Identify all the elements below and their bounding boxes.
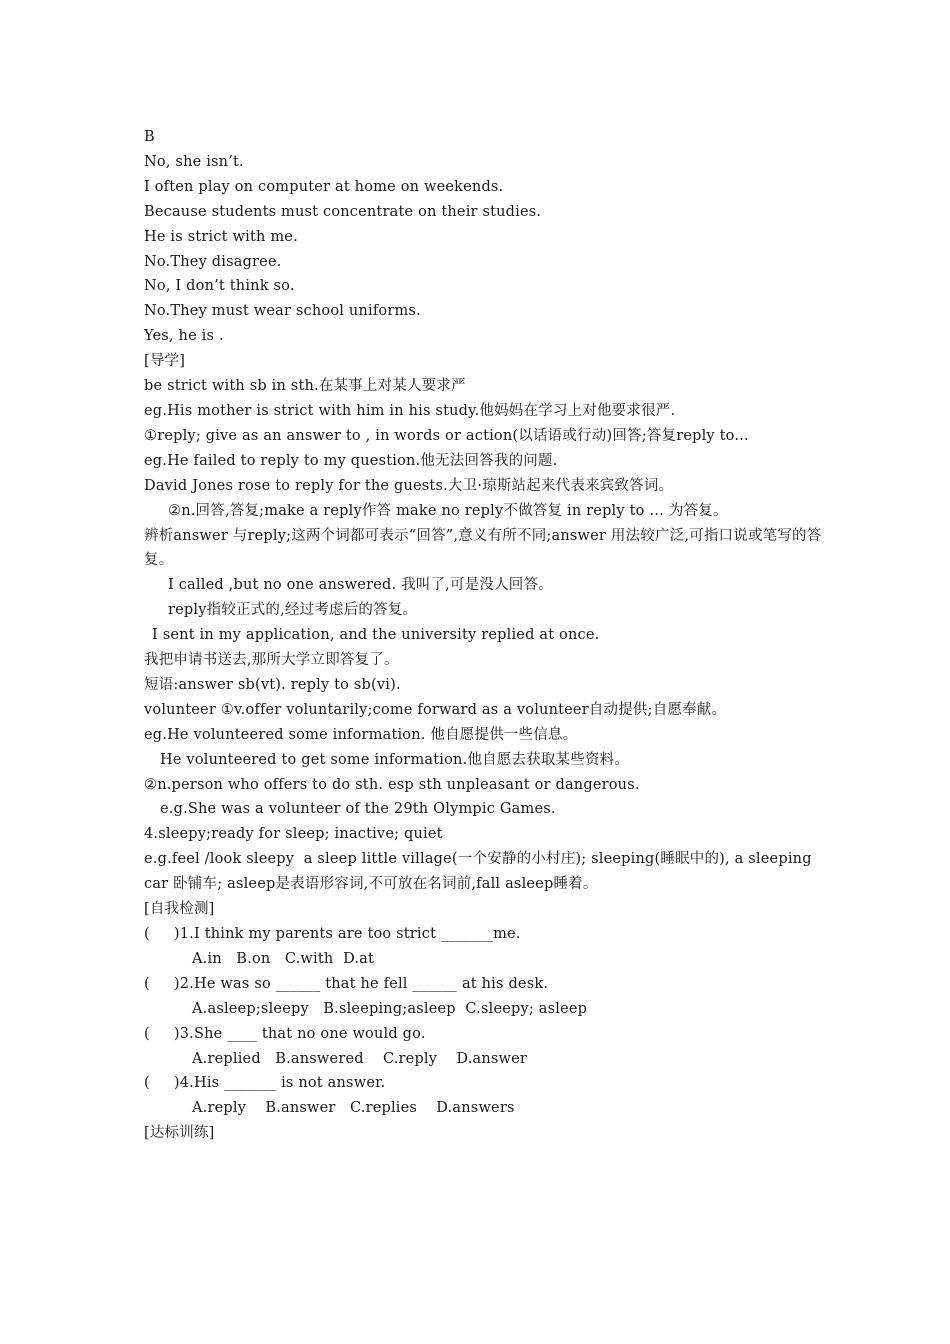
question-options: A.replied B.answered C.reply D.answer: [192, 1050, 528, 1067]
text-line: 我把申请书送去,那所大学立即答复了。: [144, 652, 399, 669]
answer-line: No.They must wear school uniforms.: [144, 303, 421, 320]
text-line: ②n.person who offers to do sth. esp sth unpleasant or dangerous.: [144, 776, 640, 793]
question-line: ( )3.She ____ that no one would go.: [144, 1025, 426, 1042]
text-line: volunteer ①v.offer voluntarily;come forward as a volunteer自动提供;自愿奉献。: [144, 701, 727, 718]
text-line: 短语:answer sb(vt). reply to sb(vi).: [144, 676, 401, 693]
question-line: ( )1.I think my parents are too strict _______me.: [144, 926, 521, 942]
text-line: e.g.feel /look sleepy a sleep little village(一个安静的小村庄); sleeping(睡眠中的), a sleeping car 卧铺车; asleep是表语形容词,不可放在名词前,fall asleep睡着。: [144, 851, 817, 893]
text-line: eg.His mother is strict with him in his study.他妈妈在学习上对他要求很严.: [144, 402, 676, 419]
text-line: I called ,but no one answered. 我叫了,可是没人回答。: [168, 577, 553, 594]
section-heading-practice: [达标训练]: [144, 1125, 215, 1142]
text-line: He volunteered to get some information.他自愿去获取某些资料。: [160, 751, 630, 768]
question-line: ( )2.He was so ______ that he fell ______ at his desk.: [144, 975, 549, 992]
answer-line: Because students must concentrate on their studies.: [144, 203, 542, 220]
text-line: ②n.回答,答复;make a reply作答 make no reply不做答复 in reply to … 为答复。: [168, 502, 728, 519]
text-line: be strict with sb in sth.在某事上对某人要求严: [144, 378, 466, 395]
section-heading-guide: [导学]: [144, 353, 186, 370]
question-options: A.in B.on C.with D.at: [192, 950, 375, 967]
question-options: A.reply B.answer C.replies D.answers: [192, 1100, 515, 1117]
answer-line: No.They disagree.: [144, 253, 282, 270]
section-heading-self-check: [自我检测]: [144, 901, 215, 918]
text-line: ①reply; give as an answer to , in words or action(以话语或行动)回答;答复reply to...: [144, 427, 749, 444]
document-body: [144, 125, 824, 1146]
text-line: 辨析answer 与reply;这两个词都可表示“回答”,意义有所不同;answer 用法较广泛,可指口说或笔写的答复。: [144, 527, 822, 569]
answer-line: No, she isn’t.: [144, 153, 244, 170]
text-line: e.g.She was a volunteer of the 29th Olympic Games.: [160, 801, 556, 818]
text-line: eg.He volunteered some information. 他自愿提供一些信息。: [144, 726, 578, 743]
answer-line: He is strict with me.: [144, 228, 298, 245]
section-label: B: [144, 129, 155, 145]
text-line: reply指较正式的,经过考虑后的答复。: [168, 602, 418, 619]
answer-line: I often play on computer at home on weekends.: [144, 178, 504, 195]
text-line: David Jones rose to reply for the guests.大卫·琼斯站起来代表来宾致答词。: [144, 477, 674, 494]
question-options: A.asleep;sleepy B.sleeping;asleep C.sleepy; asleep: [192, 1000, 588, 1017]
text-line: I sent in my application, and the university replied at once.: [152, 627, 600, 644]
text-line: 4.sleepy;ready for sleep; inactive; quiet: [144, 826, 443, 843]
question-line: ( )4.His _______ is not answer.: [144, 1075, 386, 1092]
answer-line: No, I don’t think so.: [144, 278, 295, 295]
text-line: eg.He failed to reply to my question.他无法回答我的问题.: [144, 452, 558, 469]
answer-line: Yes, he is .: [144, 328, 224, 345]
